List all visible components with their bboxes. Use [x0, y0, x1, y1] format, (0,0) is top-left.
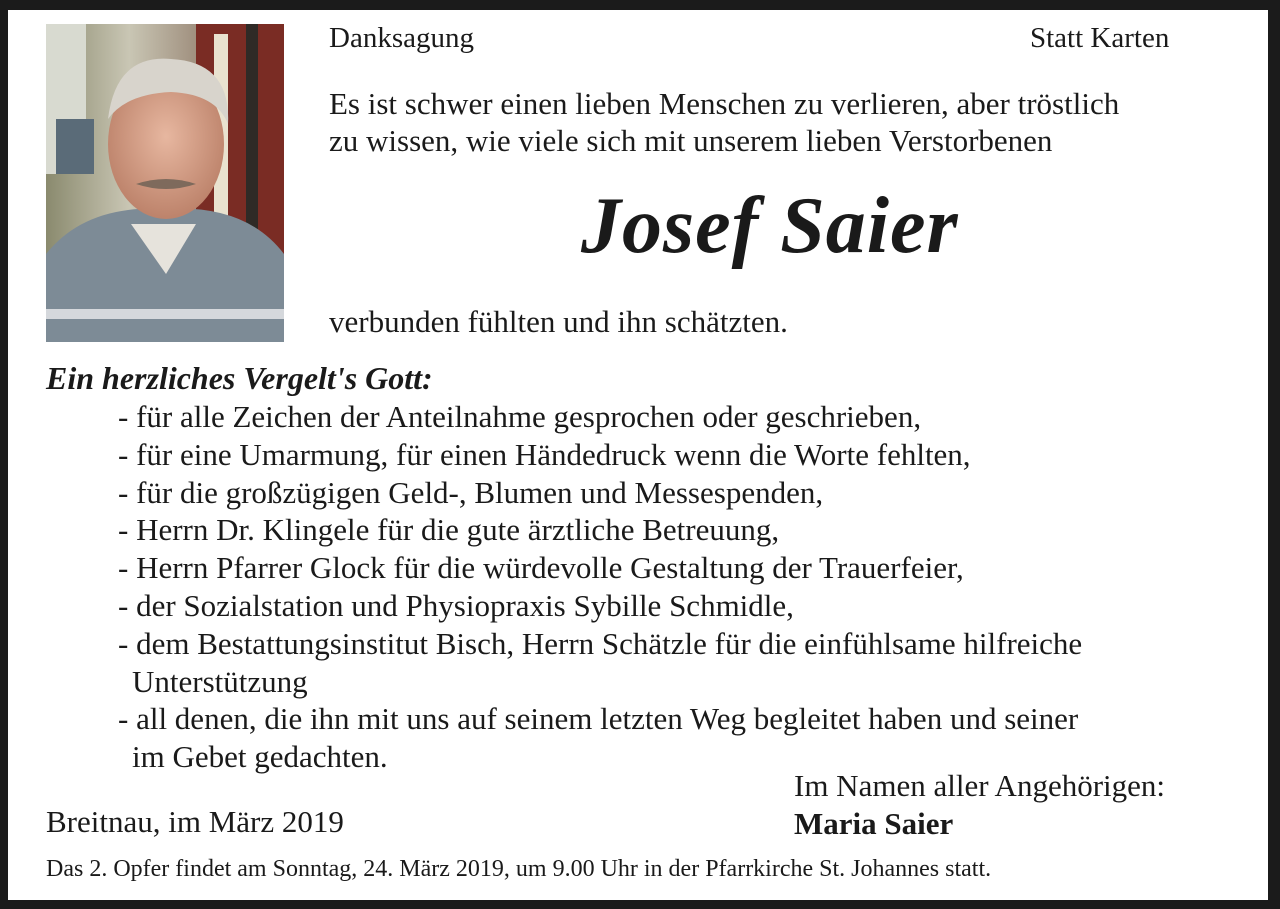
thanks-item [118, 398, 1082, 436]
thanks-item-text: - der Sozialstation und Physiopraxis Sybille Schmidle, [118, 587, 794, 623]
footer-note: Das 2. Opfer findet am Sonntag, 24. März 2019, um 9.00 Uhr in der Pfarrkirche St. Johannes statt. [46, 856, 992, 882]
deceased-name: Josef Saier [581, 182, 959, 270]
portrait-photo [46, 24, 284, 342]
signer-name: Maria Saier [794, 806, 954, 841]
connected-line: verbunden fühlten und ihn schätzten. [329, 304, 788, 339]
thanks-item-text: - all denen, die ihn mit uns auf seinem letzten Weg begleitet haben und seiner [118, 701, 1079, 737]
thanks-item [118, 549, 1082, 587]
on-behalf-label: Im Namen aller Angehörigen: [794, 768, 1166, 803]
thanks-item-text: - für die großzügigen Geld-, Blumen und Messespenden, [118, 474, 824, 510]
thanks-item [118, 436, 1082, 474]
thanks-item [118, 625, 1082, 701]
thanks-item [118, 511, 1082, 549]
thanks-list [118, 398, 1082, 776]
intro-line-2: zu wissen, wie viele sich mit unserem lieben Verstorbenen [329, 123, 1053, 158]
thanks-item-text: - für alle Zeichen der Anteilnahme gesprochen oder geschrieben, [118, 399, 922, 434]
thanks-item-continuation: im Gebet gedachten. [132, 739, 388, 775]
thanks-item-text: - Herrn Dr. Klingele für die gute ärztliche Betreuung, [118, 512, 780, 548]
thanks-item-text: - Herrn Pfarrer Glock für die würdevolle Gestaltung der Trauerfeier, [118, 550, 964, 586]
thanks-item-continuation: Unterstützung [132, 663, 308, 699]
obituary-notice [8, 10, 1268, 900]
thanks-heading: Ein herzliches Vergelt's Gott: [46, 360, 433, 396]
statt-karten-label: Statt Karten [1030, 22, 1170, 54]
thanks-item [118, 587, 1082, 625]
place-date: Breitnau, im März 2019 [46, 804, 344, 839]
thanks-item [118, 700, 1082, 776]
thanks-item-text: - dem Bestattungsinstitut Bisch, Herrn Schätzle für die einfühlsame hilfreiche [118, 625, 1083, 661]
thanks-item [118, 474, 1082, 512]
intro-line-1: Es ist schwer einen lieben Menschen zu verlieren, aber tröstlich [329, 86, 1120, 121]
thanks-item-text: - für eine Umarmung, für einen Händedruck wenn die Worte fehlten, [118, 436, 971, 472]
danksagung-label: Danksagung [329, 22, 474, 54]
